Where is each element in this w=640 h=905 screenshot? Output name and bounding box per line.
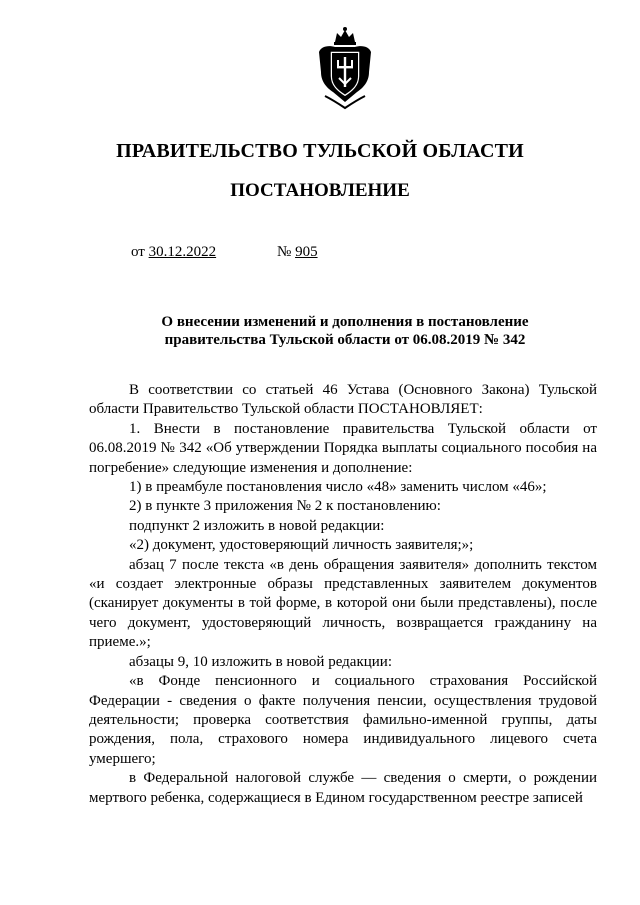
- document-number: 905: [295, 244, 318, 260]
- body-paragraph: «2) документ, удостоверяющий личность заявителя;»;: [129, 537, 474, 554]
- date-number-line: [131, 242, 318, 262]
- body-paragraph: абзацы 9, 10 изложить в новой редакции:: [129, 653, 392, 670]
- body-paragraph: подпункт 2 изложить в новой редакции:: [129, 517, 385, 534]
- body-paragraph: 1. Внести в постановление правительства Тульской области от 06.08.2019 № 342 «Об утверждении Порядка выплаты социального пособия на погребение» следующие изменения и дополнение:: [89, 420, 597, 476]
- document-body: [89, 381, 597, 808]
- body-paragraph: в Федеральной налоговой службе — сведения о смерти, о рождении мертвого ребенка, содержащиеся в Едином государственном реестре записей: [89, 770, 597, 806]
- number-prefix: №: [277, 244, 292, 260]
- subject-line-2: правительства Тульской области от 06.08.2019 № 342: [164, 332, 526, 348]
- subject-line-1: О внесении изменений и дополнения в постановление: [161, 314, 529, 330]
- document-type-title: ПОСТАНОВЛЕНИЕ: [230, 180, 410, 201]
- number-block: [277, 242, 318, 262]
- body-paragraph: В соответствии со статьей 46 Устава (Основного Закона) Тульской области Правительство Тульской области ПОСТАНОВЛЯЕТ:: [89, 382, 597, 418]
- coat-of-arms-icon: [313, 26, 377, 110]
- document-subject: [0, 313, 640, 349]
- body-paragraph: «в Фонде пенсионного и социального страхования Российской Федерации - сведения о факте получения пенсии, осуществления трудовой деятельности; проверка соответствия фамильно-именной группы, даты рождения, пола, страхового номера индивидуального лицевого счета умершего;: [89, 673, 597, 767]
- date-prefix: от: [131, 244, 145, 260]
- body-paragraph: 1) в преамбуле постановления число «48» заменить числом «46»;: [129, 479, 547, 496]
- government-name: ПРАВИТЕЛЬСТВО ТУЛЬСКОЙ ОБЛАСТИ: [116, 140, 524, 162]
- document-date: 30.12.2022: [148, 244, 217, 260]
- body-paragraph: 2) в пункте 3 приложения № 2 к постановлению:: [129, 498, 441, 515]
- body-paragraph: абзац 7 после текста «в день обращения заявителя» дополнить текстом «и создает электронные образы представленных заявителем документов (сканирует документы в той форме, в которой они были представлены), после чего документ, удостоверяющий личность, возвращается гражданину на приеме.»;: [89, 556, 597, 651]
